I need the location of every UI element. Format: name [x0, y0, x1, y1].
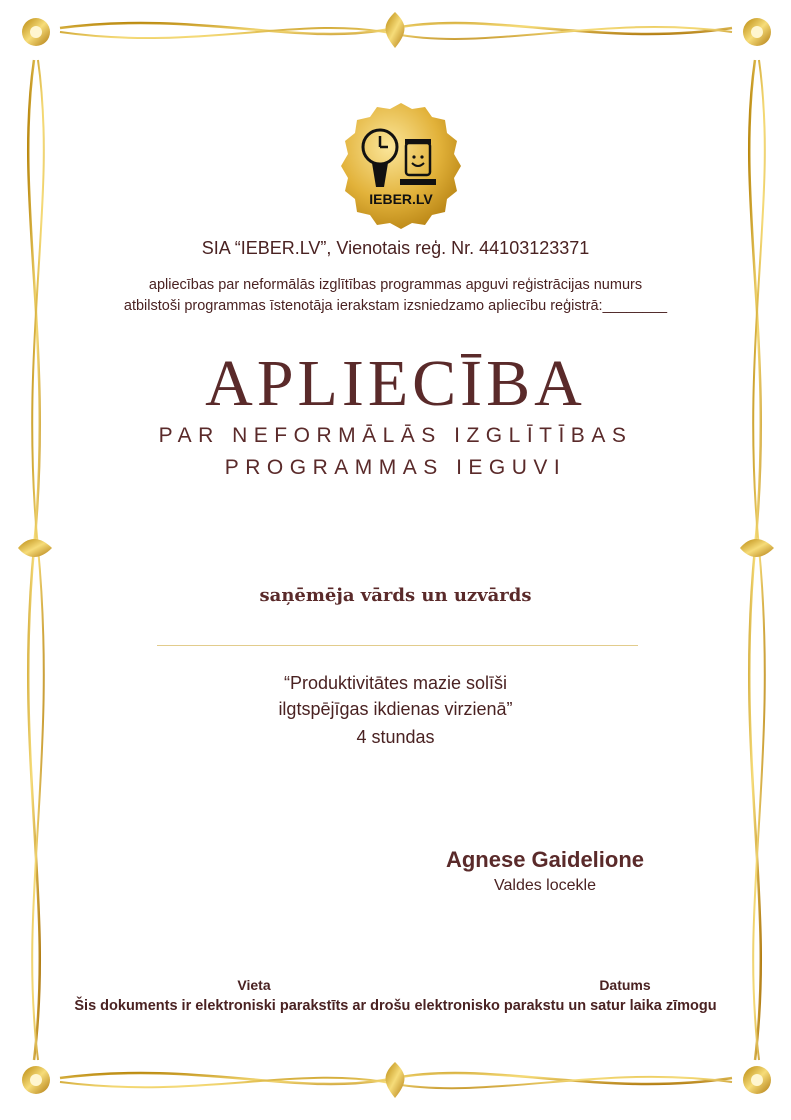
program-title-line-2: ilgtspējīgas ikdienas virzienā” — [278, 699, 513, 719]
signer-name: Agnese Gaidelione — [445, 847, 645, 872]
esignature-note: Šis dokuments ir elektroniski parakstīts ar drošu elektronisko parakstu un satur laika zīmogu — [74, 998, 717, 1014]
program-title-line-1: “Produktivitātes mazie solīši — [283, 673, 508, 693]
ieber-logo-seal — [334, 99, 468, 233]
company-line: SIA “IEBER.LV”, Vienotais reģ. Nr. 44103123371 — [201, 238, 590, 258]
logo-text: IEBER.LV — [369, 191, 433, 207]
recipient-label: saņēmēja vārds un uzvārds — [259, 585, 532, 606]
recipient-underline — [157, 645, 638, 646]
program-hours: 4 stundas — [356, 727, 435, 747]
signer-role: Valdes locekle — [494, 877, 596, 894]
certificate-subtitle-1: PAR NEFORMĀLĀS IZGLĪTĪBAS — [158, 424, 633, 447]
place-label: Vieta — [237, 977, 271, 993]
registry-line-1: apliecības par neformālās izglītības programmas apguvi reģistrācijas numurs — [148, 277, 643, 293]
certificate-subtitle-2: PROGRAMMAS IEGUVI — [224, 456, 567, 479]
registry-line-2: atbilstoši programmas īstenotāja ierakstam izsniedzamo apliecību reģistrā:________ — [123, 298, 668, 314]
certificate-title: APLIECĪBA — [205, 347, 586, 420]
date-label: Datums — [599, 977, 651, 993]
